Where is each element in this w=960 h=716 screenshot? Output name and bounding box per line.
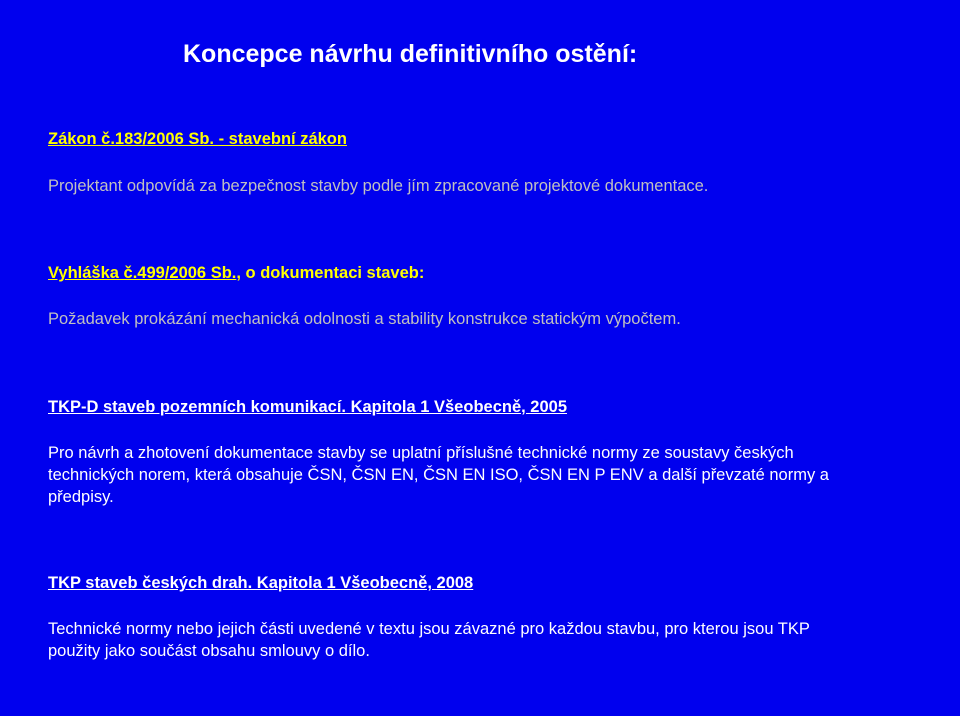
section-4-line-2: použity jako součást obsahu smlouvy o dílo. (48, 642, 370, 660)
section-3-line-2: technických norem, která obsahuje ČSN, ČSN EN, ČSN EN ISO, ČSN EN P ENV a další převzaté normy a (48, 466, 829, 484)
section-4-line-1: Technické normy nebo jejich části uvedené v textu jsou závazné pro každou stavbu, pro kterou jsou TKP (48, 620, 810, 638)
section-3-text (48, 442, 829, 508)
section-4-heading: TKP staveb českých drah. Kapitola 1 Všeobecně, 2008 (48, 574, 474, 592)
section-2-heading-rest: , o dokumentaci staveb: (236, 264, 425, 282)
section-3-heading: TKP-D staveb pozemních komunikací. Kapitola 1 Všeobecně, 2005 (48, 398, 568, 416)
section-1-text: Projektant odpovídá za bezpečnost stavby podle jím zpracované projektové dokumentace. (48, 177, 709, 195)
section-3-line-3: předpisy. (48, 488, 114, 506)
section-2-heading (48, 264, 424, 283)
section-3-line-1: Pro návrh a zhotovení dokumentace stavby se uplatní příslušné technické normy ze soustavy českých (48, 444, 794, 462)
section-2-text: Požadavek prokázání mechanická odolnosti a stability konstrukce statickým výpočtem. (48, 310, 681, 328)
slide-title: Koncepce návrhu definitivního ostění: (183, 40, 638, 68)
section-4-text (48, 618, 810, 662)
section-2-heading-underlined: Vyhláška č.499/2006 Sb. (48, 264, 237, 282)
section-1-heading: Zákon č.183/2006 Sb. - stavební zákon (48, 130, 347, 148)
